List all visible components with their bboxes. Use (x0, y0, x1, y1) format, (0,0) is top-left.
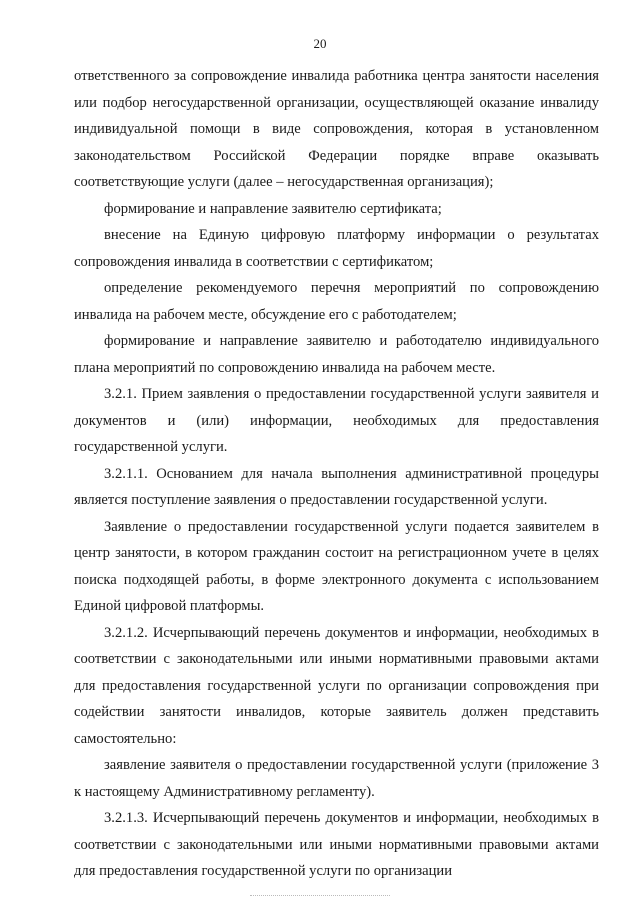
document-body (74, 63, 599, 885)
paragraph-3-2-1: 3.2.1. Прием заявления о предоставлении государственной услуги заявителя и документов и (или) информации, необходимых для предоставления государственной услуги. (74, 386, 599, 455)
paragraph-continuation: ответственного за сопровождение инвалида работника центра занятости населения или подбор негосударственной организации, осуществляющей оказание инвалиду индивидуальной помощи в виде сопровождения, которая в установленном законодательством Российской Федерации порядке вправе оказывать соответствующие услуги (далее – негосударственная организация); (74, 68, 599, 190)
paragraph-individual-plan: формирование и направление заявителю и работодателю индивидуального плана мероприятий по сопровождению инвалида на рабочем месте. (74, 333, 599, 376)
paragraph-certificate: формирование и направление заявителю сертификата; (104, 200, 442, 217)
page-number: 20 (313, 36, 327, 51)
paragraph-application-appendix: заявление заявителя о предоставлении государственной услуги (приложение 3 к настоящему Административному регламенту). (74, 757, 599, 800)
scan-artifact-line (250, 895, 390, 897)
paragraph-3-2-1-3: 3.2.1.3. Исчерпывающий перечень документов и информации, необходимых в соответствии с законодательными или иными нормативными правовыми актами для предоставления государственной услуги по организации (74, 810, 599, 879)
paragraph-3-2-1-1: 3.2.1.1. Основанием для начала выполнения административной процедуры является поступление заявления о предоставлении государственной услуги. (74, 465, 599, 508)
paragraph-3-2-1-2: 3.2.1.2. Исчерпывающий перечень документов и информации, необходимых в соответствии с законодательными или иными нормативными правовыми актами для предоставления государственной услуги по организации сопровождения при содействии занятости инвалидов, которые заявитель должен представить самостоятельно: (74, 624, 599, 747)
paragraph-platform-info: внесение на Единую цифровую платформу информации о результатах сопровождения инвалида в соответствии с сертификатом; (74, 227, 599, 270)
paragraph-measures-list: определение рекомендуемого перечня мероприятий по сопровождению инвалида на рабочем месте, обсуждение его с работодателем; (74, 280, 599, 323)
paragraph-application-submission: Заявление о предоставлении государственной услуги подается заявителем в центр занятости, в котором гражданин состоит на регистрационном учете в целях поиска подходящей работы, в форме электронного документа с использованием Единой цифровой платформы. (74, 518, 599, 614)
